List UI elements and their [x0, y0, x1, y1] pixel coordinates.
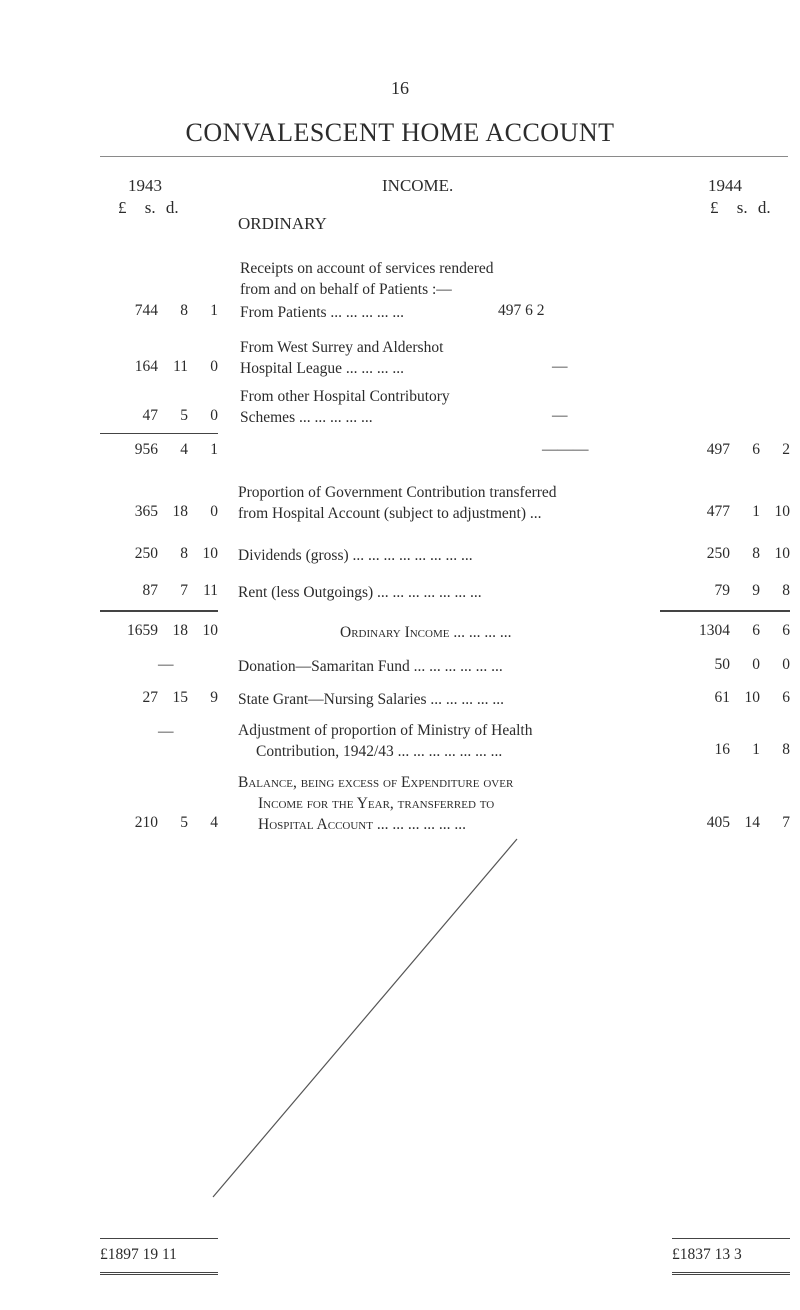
item-dividends-prev: 250 8 10: [134, 545, 218, 562]
income-heading: INCOME.: [382, 176, 454, 195]
pound-unit: £: [118, 198, 127, 217]
extra-state-grant-prev: 27 15 9: [142, 689, 218, 706]
ordinary-income-prev: 1659 18 10: [127, 622, 218, 639]
item-government: Proportion of Government Contribution transferred from Hospital Account (subject to adjustment) ...: [238, 484, 557, 522]
extra-adjustment-cur: 16 1 8: [714, 741, 790, 758]
right-units: [710, 198, 800, 218]
diagonal-filler-line: [195, 835, 525, 1205]
extra-state-grant-cur: 61 10 6: [714, 689, 790, 706]
rule: [660, 610, 790, 612]
receipt-patients-prev: 744 8 1: [134, 302, 218, 319]
extra-state-grant: State Grant—Nursing Salaries ... ... ... ... ...: [238, 691, 505, 708]
item-rent-cur: 79 9 8: [714, 582, 790, 599]
balance-text: Balance, being excess of Expenditure over Income for the Year, transferred to Hospital Account ... ... ... ... ... ...: [238, 774, 514, 833]
shilling-unit: s.: [736, 198, 748, 217]
title-rule: [100, 156, 788, 157]
double-rule: [100, 1272, 218, 1275]
receipt-row-other: From other Hospital Contributory Schemes ... ... ... ... ...: [240, 388, 450, 426]
extra-donation: Donation—Samaritan Fund ... ... ... ... ... ...: [238, 658, 503, 675]
shilling-unit: s.: [144, 198, 156, 217]
extra-adjustment: Adjustment of proportion of Ministry of Health Contribution, 1942/43 ... ... ... ... ... ... ...: [238, 722, 533, 760]
receipts-total-dash: ———: [542, 441, 589, 458]
rule: [100, 610, 218, 612]
receipts-intro: Receipts on account of services rendered from and on behalf of Patients :—: [240, 260, 494, 298]
ordinary-income-cur: 1304 6 6: [699, 622, 790, 639]
receipt-row-patients: From Patients ... ... ... ... ...: [240, 304, 405, 321]
receipts-total-prev: 956 4 1: [134, 441, 218, 458]
rule: [100, 1238, 218, 1239]
receipt-other-inner: —: [552, 407, 568, 424]
balance-prev: 210 5 4: [134, 814, 218, 831]
right-year: 1944: [708, 176, 742, 195]
total-1943: £1897 19 11: [100, 1246, 177, 1263]
section-ordinary: ORDINARY: [238, 214, 327, 233]
receipts-total-cur: 497 6 2: [706, 441, 790, 458]
total-1944: £1837 13 3: [672, 1246, 742, 1263]
receipt-other-prev: 47 5 0: [142, 407, 218, 424]
extra-adjustment-prev: —: [158, 723, 174, 740]
item-dividends: Dividends (gross) ... ... ... ... ... ... ... ...: [238, 547, 473, 564]
page-number: 16: [391, 78, 409, 98]
extra-donation-prev: —: [158, 656, 174, 673]
ordinary-income-label: Ordinary Income ... ... ... ...: [340, 624, 512, 641]
page-title: CONVALESCENT HOME ACCOUNT: [185, 118, 615, 147]
item-government-prev: 365 18 0: [134, 503, 218, 520]
rule: [672, 1238, 790, 1239]
extra-donation-cur: 50 0 0: [714, 656, 790, 673]
item-dividends-cur: 250 8 10: [706, 545, 790, 562]
rule: [100, 433, 218, 434]
left-year: 1943: [128, 176, 162, 195]
item-rent-prev: 87 7 11: [142, 582, 218, 599]
item-government-cur: 477 1 10: [706, 503, 790, 520]
receipt-row-league: From West Surrey and Aldershot Hospital League ... ... ... ...: [240, 339, 444, 377]
receipt-patients-inner: 497 6 2: [498, 302, 545, 319]
item-rent: Rent (less Outgoings) ... ... ... ... ... ... ...: [238, 584, 482, 601]
pence-unit: d.: [757, 198, 771, 217]
double-rule: [672, 1272, 790, 1275]
left-units: [118, 198, 218, 218]
pence-unit: d.: [165, 198, 179, 217]
receipt-league-prev: 164 11 0: [134, 358, 218, 375]
balance-cur: 405 14 7: [706, 814, 790, 831]
receipt-league-inner: —: [552, 358, 568, 375]
pound-unit: £: [710, 198, 719, 217]
